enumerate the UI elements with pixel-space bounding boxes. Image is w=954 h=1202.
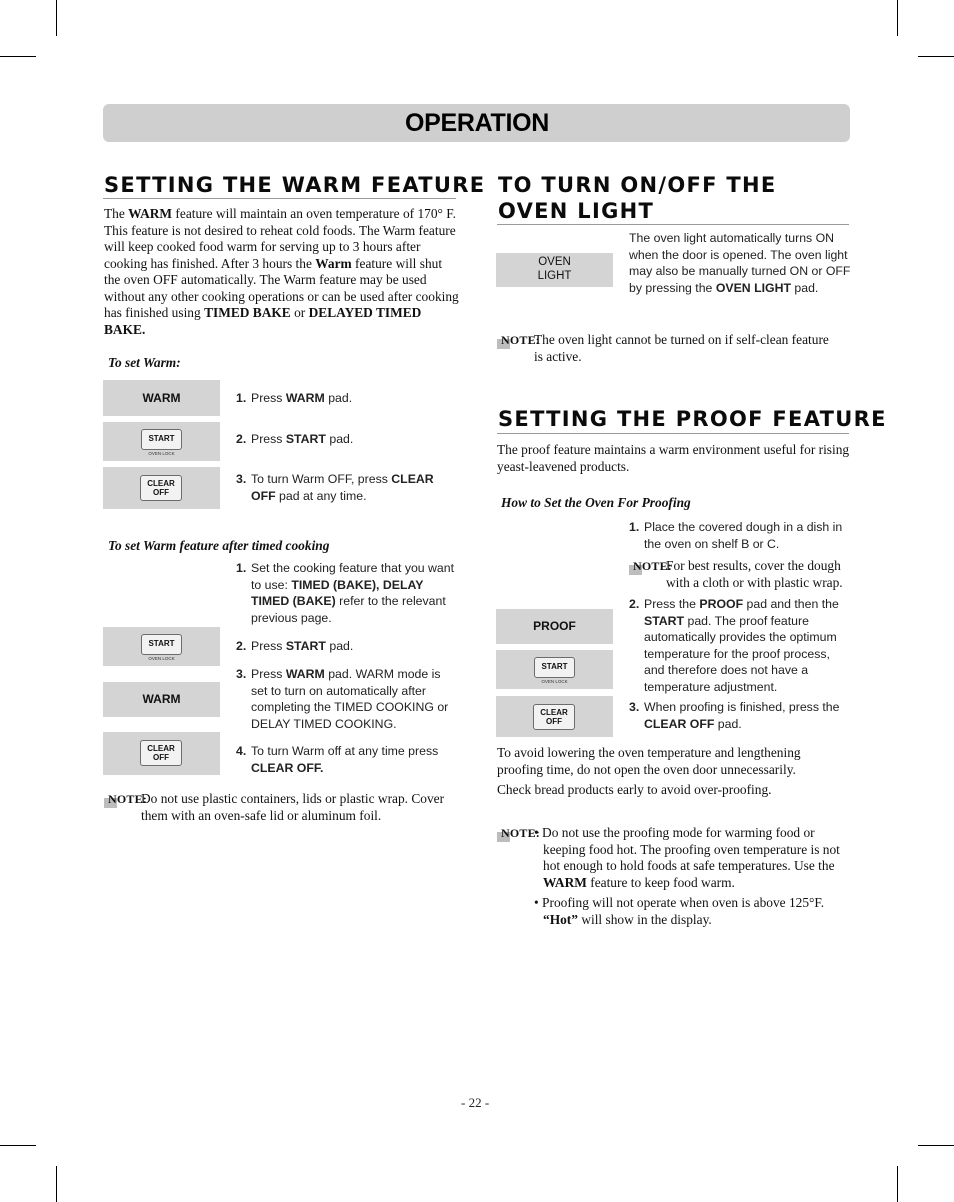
oven-light-heading: TO TURN ON/OFF THE OVEN LIGHT [498, 173, 777, 223]
note-icon: NOTE: [497, 333, 523, 349]
proof-paragraph-2: Check bread products early to avoid over-proofing. [497, 782, 772, 797]
warm-heading: SETTING THE WARM FEATURE [104, 173, 486, 197]
after-timed-subheading: To set Warm feature after timed cooking [108, 538, 330, 553]
heading-rule [497, 433, 849, 434]
proof-pad-label: PROOF [533, 619, 576, 633]
crop-mark [918, 56, 954, 57]
crop-mark [56, 0, 57, 36]
banner-title: OPERATION [405, 109, 550, 137]
set-warm-subheading: To set Warm: [108, 355, 181, 370]
page-number: - 22 - [461, 1095, 490, 1110]
proof-paragraph-1: To avoid lowering the oven temperature and lengthening proofing time, do not open the oven door unnecessarily. [497, 745, 801, 777]
proof-step-1: 1. Place the covered dough in a dish in the oven on shelf B or C. [629, 520, 843, 551]
section-banner [103, 104, 850, 142]
start-button-graphic: START [141, 429, 182, 450]
crop-mark [918, 1145, 954, 1146]
warm-pad-label: WARM [142, 692, 181, 706]
crop-mark [56, 1166, 57, 1202]
warm-note: Do not use plastic containers, lids or plastic wrap. Cover them with an oven-safe lid or aluminum foil. [141, 791, 445, 823]
crop-mark [897, 0, 898, 36]
heading-rule [103, 198, 456, 199]
start-button-graphic: START [141, 634, 182, 655]
clear-off-button-graphic: CLEAR OFF [140, 475, 182, 501]
clear-off-pad-image [103, 467, 220, 509]
after-step-3: 3. Press WARM pad. WARM mode is set to turn on automatically after completing the TIMED COOKING or DELAY TIMED COOKING. [236, 667, 449, 731]
warm-pad-image [103, 380, 220, 416]
oven-light-pad-image [496, 253, 613, 287]
warm-intro: The WARM feature will maintain an oven temperature of 170° F. This feature is not desired to reheat cold foods. The Warm feature will keep cooked food warm for serving up to 3 hours after cooking has finished. After 3 hours the Warm feature will shut the oven OFF automatically. The Warm feature may be used without any other cooking operations or can be used after cooking has finished using TIMED BAKE or DELAYED TIMED BAKE. [104, 206, 459, 337]
proof-step-3: 3. When proofing is finished, press the CLEAR OFF pad. [629, 700, 840, 731]
proof-note-1: For best results, cover the dough with a cloth or with plastic wrap. [666, 558, 843, 590]
warm-pad-label: WARM [142, 391, 181, 405]
start-pad-image [103, 422, 220, 461]
warm-pad-image [103, 682, 220, 717]
warm-step-3: 3. To turn Warm OFF, press CLEAR OFF pad at any time. [236, 472, 434, 503]
start-button-graphic: START [534, 657, 575, 678]
proof-subheading: How to Set the Oven For Proofing [501, 495, 691, 510]
start-pad-image [496, 650, 613, 689]
note-icon: NOTE: [104, 792, 130, 808]
warm-step-1: 1. Press WARM pad. [236, 391, 353, 405]
warm-step-2: 2. Press START pad. [236, 432, 354, 446]
clear-off-pad-image [496, 696, 613, 737]
oven-lock-label: OVEN LOCK [148, 656, 175, 661]
proof-pad-image [496, 609, 613, 644]
heading-rule [497, 224, 849, 225]
proof-note-bullet-1: • Do not use the proofing mode for warming food or keeping food hot. The proofing oven temperature is not hot enough to hold foods at safe temperatures. Use the WARM feature to keep food warm. [534, 825, 840, 890]
after-step-1: 1. Set the cooking feature that you want to use: TIMED (BAKE), DELAY TIMED (BAKE) refer to the relevant previous page. [236, 561, 455, 625]
oven-light-note: The oven light cannot be turned on if self-clean feature is active. [534, 332, 829, 364]
after-step-2: 2. Press START pad. [236, 639, 354, 653]
crop-mark [0, 56, 36, 57]
proof-note-bullet-2: • Proofing will not operate when oven is above 125°F. “Hot” will show in the display. [534, 895, 825, 927]
oven-light-description: The oven light automatically turns ON when the door is opened. The oven light may also be manually turned ON or OFF by pressing the OVEN LIGHT pad. [629, 231, 851, 295]
crop-mark [0, 1145, 36, 1146]
oven-light-pad-label: OVEN LIGHT [537, 256, 572, 282]
oven-lock-label: OVEN LOCK [541, 679, 568, 684]
clear-off-pad-image [103, 732, 220, 775]
note-icon: NOTE: [629, 559, 655, 575]
proof-intro: The proof feature maintains a warm environment useful for rising yeast-leavened products. [497, 442, 850, 474]
start-pad-image [103, 627, 220, 666]
after-step-4: 4. To turn Warm off at any time press CLEAR OFF. [236, 744, 439, 775]
clear-off-button-graphic: CLEAR OFF [533, 704, 575, 730]
clear-off-button-graphic: CLEAR OFF [140, 740, 182, 766]
proof-step-2: 2. Press the PROOF pad and then the START pad. The proof feature automatically provides the optimum temperature for the proof process, and therefore does not have a temperature adjustment. [629, 597, 839, 694]
crop-mark [897, 1166, 898, 1202]
oven-lock-label: OVEN LOCK [148, 451, 175, 456]
proof-heading: SETTING THE PROOF FEATURE [498, 407, 887, 431]
note-icon: NOTE: [497, 826, 523, 842]
